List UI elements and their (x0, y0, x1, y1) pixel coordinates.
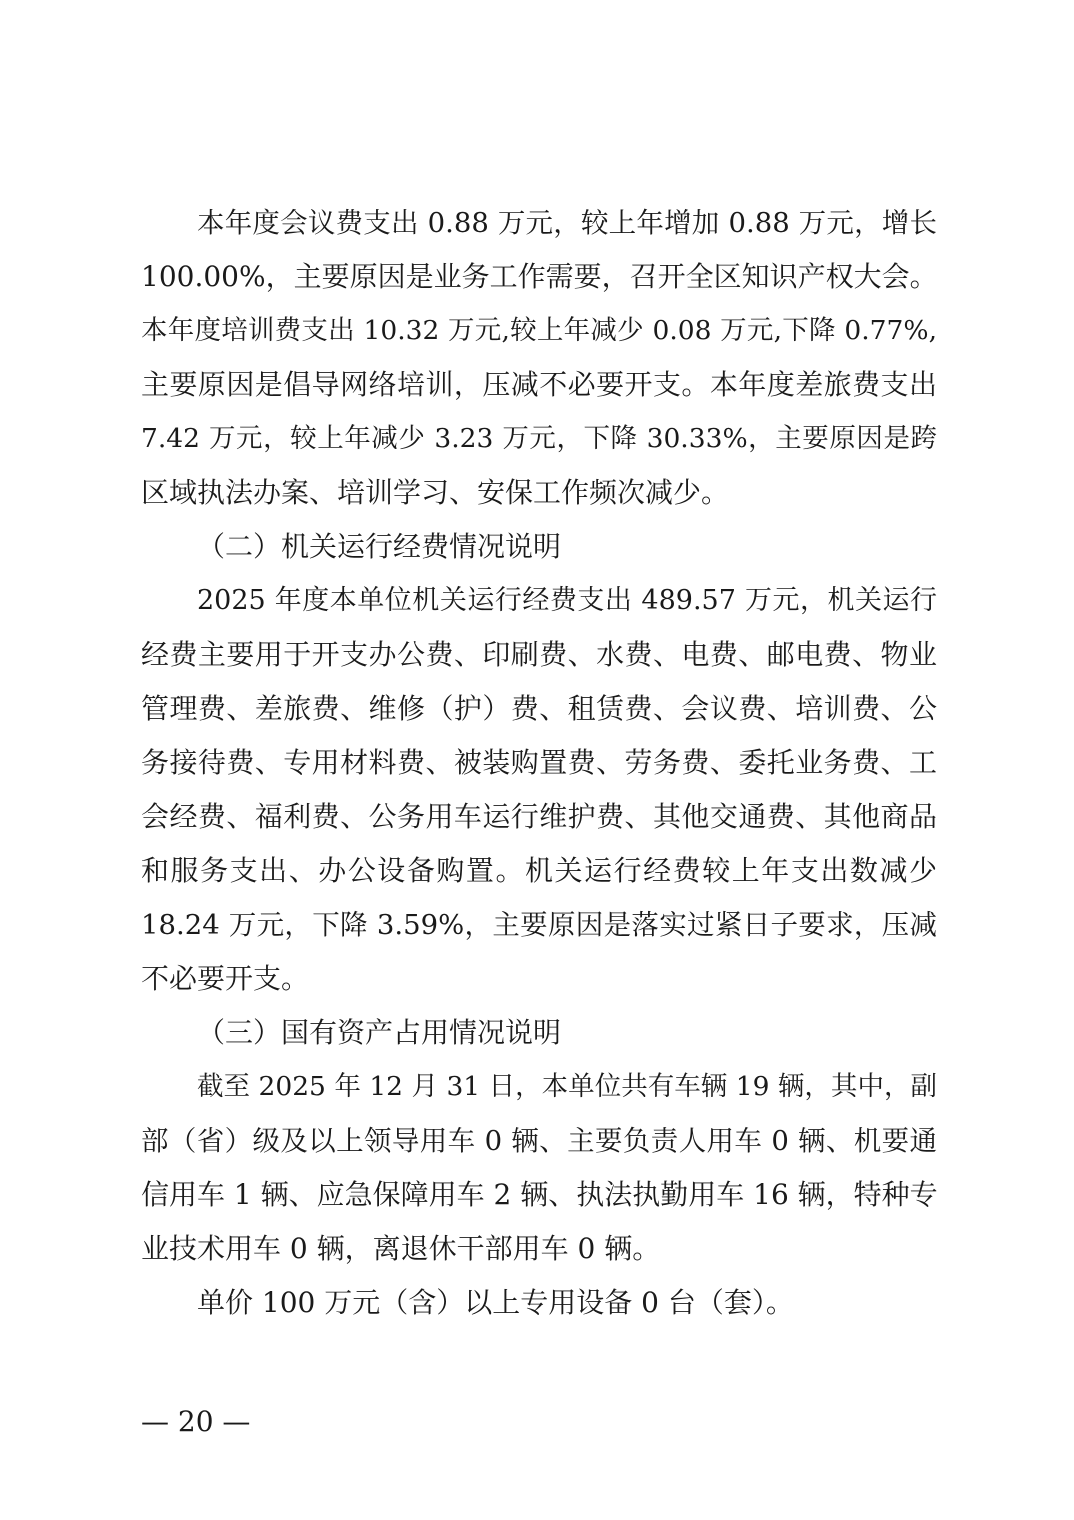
paragraph-vehicles-line-4: 业技术用车 0 辆，离退休干部用车 0 辆。 (141, 1232, 661, 1265)
paragraph-operating-expenses-line-7: 18.24 万元，下降 3.59%，主要原因是落实过紧日子要求，压减 (141, 909, 937, 941)
paragraph-operating-expenses-line-8: 不必要开支。 (141, 962, 310, 995)
paragraph-operating-expenses-line-2: 经费主要用于开支办公费、印刷费、水费、电费、邮电费、物业 (141, 638, 937, 671)
paragraph-meeting-fee-line-6: 区域执法办案、培训学习、安保工作频次减少。 (141, 476, 730, 509)
paragraph-meeting-fee-line-5: 7.42 万元，较上年减少 3.23 万元，下降 30.33%，主要原因是跨 (141, 423, 937, 454)
paragraph-operating-expenses-line-5: 会经费、福利费、公务用车运行维护费、其他交通费、其他商品 (141, 800, 937, 833)
paragraph-operating-expenses-line-4: 务接待费、专用材料费、被装购置费、劳务费、委托业务费、工 (141, 746, 937, 779)
paragraph-meeting-fee-line-2: 100.00%，主要原因是业务工作需要，召开全区知识产权大会。 (141, 260, 938, 293)
paragraph-vehicles-line-1: 截至 2025 年 12 月 31 日，本单位共有车辆 19 辆，其中，副 (197, 1071, 937, 1102)
section-heading-state-assets: （三）国有资产占用情况说明 (197, 1016, 562, 1049)
paragraph-vehicles-line-3: 信用车 1 辆、应急保障用车 2 辆、执法执勤用车 16 辆，特种专 (141, 1178, 938, 1211)
paragraph-meeting-fee-line-1: 本年度会议费支出 0.88 万元，较上年增加 0.88 万元，增长 (197, 207, 937, 239)
paragraph-equipment: 单价 100 万元（含）以上专用设备 0 台（套）。 (197, 1286, 794, 1319)
page-number: — 20 — (141, 1405, 251, 1438)
paragraph-operating-expenses-line-6: 和服务支出、办公设备购置。机关运行经费较上年支出数减少 (141, 854, 937, 887)
paragraph-operating-expenses-line-1: 2025 年度本单位机关运行经费支出 489.57 万元，机关运行 (197, 585, 937, 616)
paragraph-meeting-fee-line-3: 本年度培训费支出 10.32 万元,较上年减少 0.08 万元,下降 0.77%, (141, 315, 937, 346)
paragraph-meeting-fee-line-4: 主要原因是倡导网络培训，压减不必要开支。本年度差旅费支出 (141, 368, 937, 401)
paragraph-vehicles-line-2: 部（省）级及以上领导用车 0 辆、主要负责人用车 0 辆、机要通 (141, 1125, 937, 1157)
paragraph-operating-expenses-line-3: 管理费、差旅费、维修（护）费、租赁费、会议费、培训费、公 (141, 692, 937, 725)
section-heading-operating-expenses: （二）机关运行经费情况说明 (197, 530, 562, 563)
